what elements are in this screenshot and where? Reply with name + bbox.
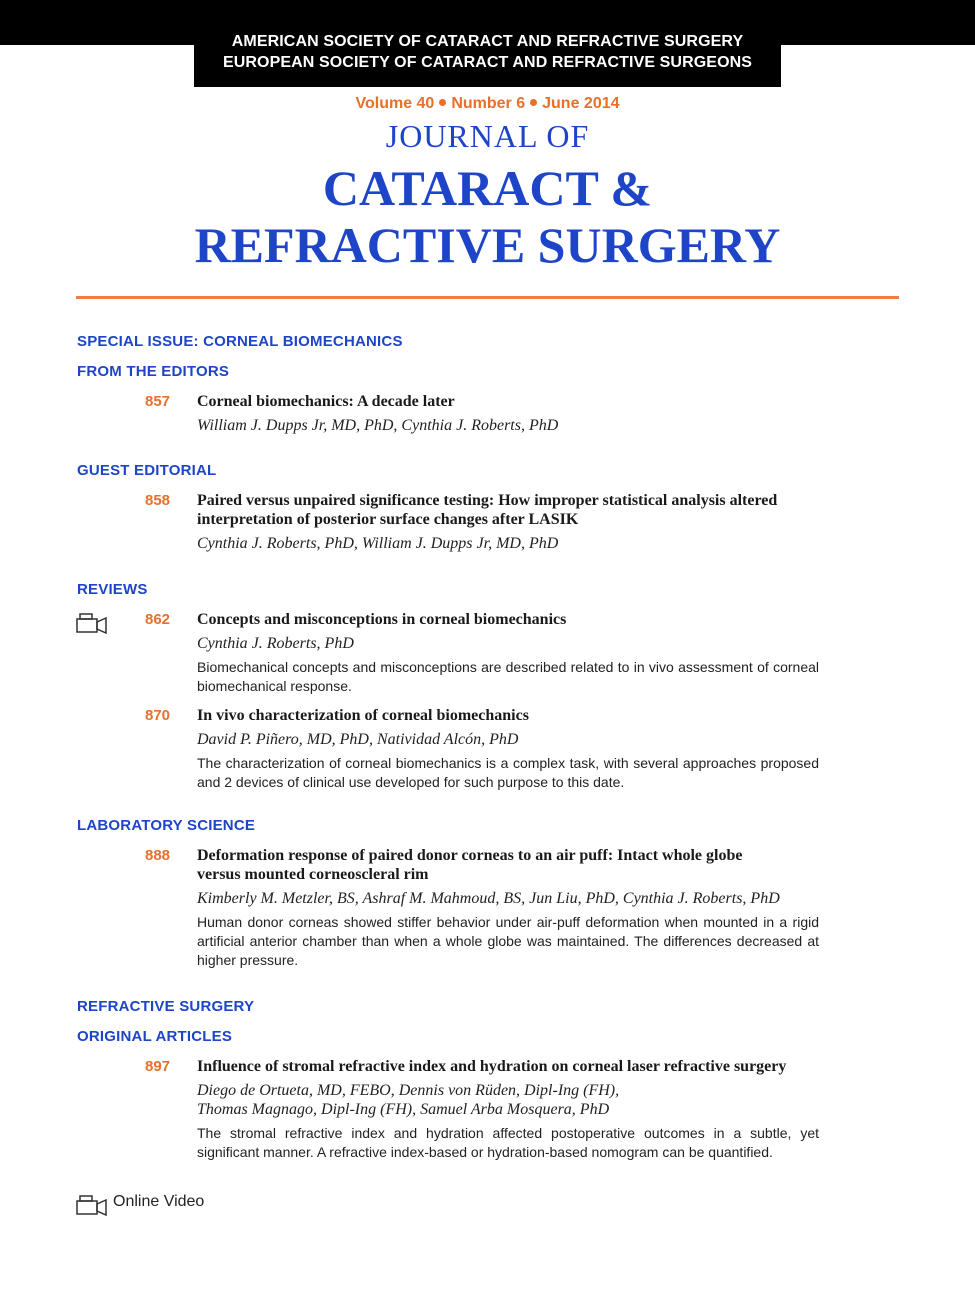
article-title-line: versus mounted corneoscleral rim: [197, 866, 429, 883]
society-line-2: EUROPEAN SOCIETY OF CATARACT AND REFRACTIVE SURGEONS: [222, 54, 753, 71]
section-original-articles: ORIGINAL ARTICLES: [77, 1028, 233, 1045]
article-authors-line: Thomas Magnago, Dipl-Ing (FH), Samuel Arba Mosquera, PhD: [197, 1101, 610, 1118]
article-authors: Kimberly M. Metzler, BS, Ashraf M. Mahmoud, BS, Jun Liu, PhD, Cynthia J. Roberts, PhD: [197, 890, 780, 907]
article-abstract: The characterization of corneal biomechanics is a complex task, with several approaches proposed and 2 devices of clinical use developed for such purpose to this date.: [197, 755, 819, 790]
article-abstract: Biomechanical concepts and misconceptions are described related to in vivo assessment of corneal biomechanical response.: [197, 659, 819, 694]
article-page-number[interactable]: 857: [145, 393, 171, 410]
section-special-issue: SPECIAL ISSUE: CORNEAL BIOMECHANICS: [77, 333, 403, 350]
number: Number 6: [451, 95, 526, 112]
article-authors: William J. Dupps Jr, MD, PhD, Cynthia J. Roberts, PhD: [197, 417, 559, 434]
journal-title-line-1: CATARACT &: [322, 160, 653, 216]
article-abstract: Human donor corneas showed stiffer behavior under air-puff deformation when mounted in a rigid artificial anterior chamber than when a whole globe was maintained. The differences decreased at higher pressure.: [197, 914, 819, 968]
video-camera-icon[interactable]: [76, 613, 107, 634]
section-guest-editorial: GUEST EDITORIAL: [77, 462, 217, 479]
video-camera-icon: [76, 1195, 107, 1216]
journal-title: [0, 160, 975, 274]
article-abstract: The stromal refractive index and hydration affected postoperative outcomes in a subtle, yet significant manner. A refractive index-based or hydration-based nomogram can be quantified.: [197, 1125, 819, 1160]
section-reviews: REVIEWS: [77, 581, 148, 598]
header-divider: [76, 296, 899, 299]
article-title[interactable]: In vivo characterization of corneal biomechanics: [197, 707, 529, 724]
journal-of: JOURNAL OF: [385, 118, 590, 154]
issue-info: [0, 95, 975, 113]
bullet-icon: [530, 99, 537, 106]
article-title[interactable]: Concepts and misconceptions in corneal biomechanics: [197, 611, 567, 628]
date: June 2014: [542, 95, 620, 112]
article-page-number[interactable]: 862: [145, 611, 171, 628]
article-authors: Cynthia J. Roberts, PhD, William J. Dupps Jr, MD, PhD: [197, 535, 559, 552]
society-banner: [194, 0, 781, 87]
volume: Volume 40: [355, 95, 435, 112]
article-authors: [197, 1081, 822, 1119]
article-authors-line: Diego de Ortueta, MD, FEBO, Dennis von Rüden, Dipl-Ing (FH),: [197, 1082, 620, 1099]
article-title[interactable]: [197, 846, 822, 884]
article-title-line: Deformation response of paired donor corneas to an air puff: Intact whole globe: [197, 847, 743, 864]
article-page-number[interactable]: 888: [145, 847, 171, 864]
article-page-number[interactable]: 870: [145, 707, 171, 724]
bullet-icon: [439, 99, 446, 106]
online-video-legend: Online Video: [113, 1193, 205, 1210]
article-authors: Cynthia J. Roberts, PhD: [197, 635, 354, 652]
article-authors: David P. Piñero, MD, PhD, Natividad Alcón, PhD: [197, 731, 519, 748]
article-title[interactable]: Influence of stromal refractive index and hydration on corneal laser refractive surgery: [197, 1058, 787, 1075]
section-refractive-surgery: REFRACTIVE SURGERY: [77, 998, 255, 1015]
section-laboratory-science: LABORATORY SCIENCE: [77, 817, 256, 834]
article-page-number[interactable]: 897: [145, 1058, 171, 1075]
article-title[interactable]: Corneal biomechanics: A decade later: [197, 393, 455, 410]
article-title[interactable]: [197, 491, 822, 529]
article-page-number[interactable]: 858: [145, 492, 171, 509]
journal-title-line-2: REFRACTIVE SURGERY: [194, 217, 781, 273]
article-title-line: interpretation of posterior surface changes after LASIK: [197, 511, 579, 528]
article-title-line: Paired versus unpaired significance testing: How improper statistical analysis altered: [197, 492, 778, 509]
society-line-1: AMERICAN SOCIETY OF CATARACT AND REFRACTIVE SURGERY: [231, 33, 744, 50]
section-from-editors: FROM THE EDITORS: [77, 363, 230, 380]
